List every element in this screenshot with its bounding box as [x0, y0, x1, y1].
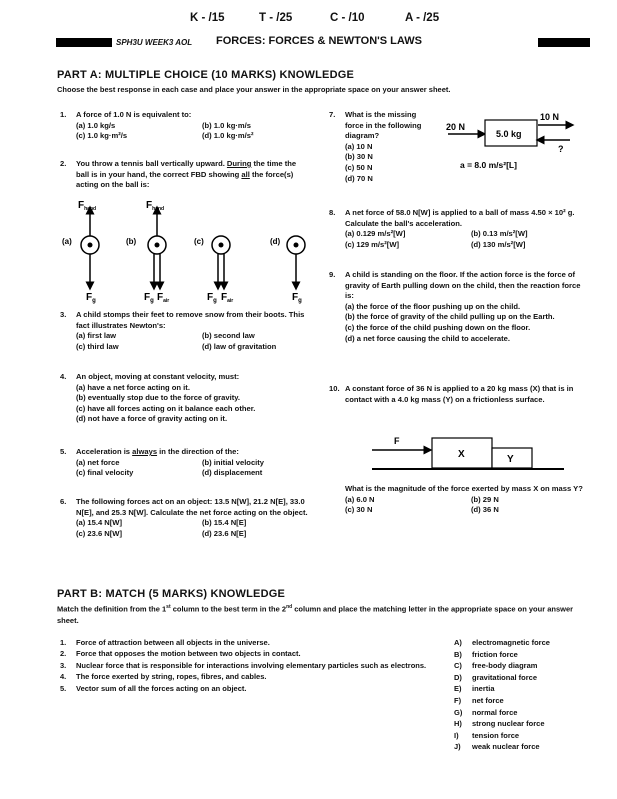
svg-text:Fg: $F_g$ [86, 292, 96, 304]
option-d: (d) 70 N [345, 173, 373, 183]
option-d: (d) 36 N [471, 505, 499, 515]
question-text: A child is standing on the floor. If the action force is the force of gravity of Earth pulling down on the child, then the reaction force is: [345, 270, 581, 301]
term-item-marker: I) [454, 730, 459, 740]
question-number: 4. [60, 372, 67, 381]
option-b: (b) the force of gravity of the child pulling up on the Earth. [345, 312, 555, 322]
term-item-marker: C) [454, 661, 462, 671]
question-number: 10. [329, 384, 340, 393]
option-c: (c) have all forces acting on it balance each other. [76, 403, 256, 413]
option-b: (b) 30 N [345, 152, 373, 162]
svg-text:(d): (d) [270, 237, 281, 246]
definition-item-text: Force of attraction between all objects in the universe. [76, 638, 270, 647]
term-item [454, 683, 594, 695]
option-b: (b) initial velocity [202, 457, 265, 467]
question-text: You throw a tennis ball vertically upward. During the time the ball is in your hand, the correct FBD showing all the force(s) acting on the ball is: [76, 159, 297, 190]
question-number: 9. [329, 270, 336, 279]
page-title: FORCES: FORCES & NEWTON'S LAWS [216, 35, 422, 47]
question-number: 7. [329, 110, 336, 119]
score-summary [0, 12, 617, 28]
option-d: (d) a net force causing the child to accelerate. [345, 333, 510, 343]
term-item-text: electromagnetic force [472, 638, 550, 647]
question-text: A constant force of 36 N is applied to a 20 kg mass (X) that is in contact with a 4.0 kg mass (Y) on a frictionless surface. [345, 384, 574, 404]
question-text: Acceleration is always in the direction of the: [76, 447, 239, 456]
question-9 [329, 270, 584, 344]
term-item-marker: B) [454, 649, 462, 659]
option-a: (a) 15.4 N[W] [76, 518, 122, 528]
question-text: What is the magnitude of the force exerted by mass X on mass Y? [345, 484, 583, 493]
svg-text:Fhand: $F_{hand}$ [146, 200, 165, 212]
fbd-b [126, 200, 169, 304]
term-item-text: weak nuclear force [472, 742, 540, 752]
question-1 [60, 110, 310, 142]
option-c: (c) 129 m/s²[W] [345, 239, 400, 249]
course-code: SPH3U WEEK3 AOL [116, 38, 193, 47]
title-bar-right-rule [538, 38, 590, 47]
option-b: (b) 15.4 N[E] [202, 518, 247, 528]
definition-item-text: Nuclear force that is responsible for interactions involving elementary particles such as electrons. [76, 660, 427, 670]
option-d: (d) 1.0 kg·m/s² [202, 131, 254, 141]
option-a: (a) 1.0 kg/s [76, 120, 116, 130]
definitions-list [60, 637, 440, 694]
term-item-marker: J) [454, 742, 461, 752]
term-item-text: gravitational force [472, 672, 538, 682]
definition-item-marker: 1. [60, 638, 67, 647]
title-bar [56, 36, 590, 49]
option-a: (a) have a net force acting on it. [76, 382, 190, 392]
term-item-marker: F) [454, 695, 462, 705]
svg-text:(c): (c) [194, 237, 204, 246]
question-text: A child stomps their feet to remove snow from their boots. This fact illustrates Newton's: [76, 310, 305, 330]
score-a: A - /25 [405, 12, 440, 24]
option-b: (b) 29 N [471, 494, 499, 504]
term-item [454, 660, 594, 672]
svg-text:a = 8.0 m/s²[L]: a = 8.0 m/s²[L] [460, 160, 517, 170]
fbd-label: (a) [62, 237, 72, 246]
question-number: 2. [60, 159, 67, 168]
question-5 [60, 447, 310, 479]
score-c: C - /10 [330, 12, 365, 24]
option-a: (a) 10 N [345, 141, 373, 151]
term-item [454, 695, 594, 707]
svg-text:Fhand: $F_{hand}$ [78, 200, 97, 212]
definition-item-marker: 2. [60, 649, 67, 659]
term-item-marker: A) [454, 638, 462, 647]
svg-text:(b): (b) [126, 237, 137, 246]
svg-text:Fg: $F_g$ [207, 292, 217, 304]
option-b: (b) eventually stop due to the force of gravity. [76, 393, 240, 403]
question-4 [60, 372, 310, 425]
option-a: (a) 6.0 N [345, 494, 375, 504]
term-item [454, 718, 594, 730]
fbd-diagrams [56, 196, 316, 306]
question-10-prompt [329, 484, 584, 516]
svg-text:Fg: $F_g$ [292, 292, 302, 304]
term-item [454, 649, 594, 661]
svg-text:X: X [458, 449, 465, 460]
svg-text:20 N: 20 N [446, 122, 466, 132]
question-number: 6. [60, 497, 67, 506]
option-d: (d) 23.6 N[E] [202, 528, 247, 538]
definition-item [60, 660, 440, 671]
question-10 [329, 384, 584, 405]
option-c: (c) 1.0 kg·m²/s [76, 131, 128, 141]
fbd-a [62, 200, 99, 304]
term-item [454, 707, 594, 719]
svg-text:F: F [394, 436, 400, 446]
term-item [454, 672, 594, 684]
svg-text:10 N: 10 N [540, 112, 560, 122]
definition-item-marker: 5. [60, 683, 67, 693]
term-item [454, 730, 594, 742]
score-k: K - /15 [190, 12, 225, 24]
option-c: (c) the force of the child pushing down on the floor. [345, 322, 531, 332]
score-t: T - /25 [259, 12, 293, 24]
svg-text:Fg: $F_g$ [144, 292, 154, 304]
option-c: (c) third law [76, 341, 119, 351]
question-number: 1. [60, 110, 67, 119]
option-a: (a) 0.129 m/s²[W] [345, 229, 406, 239]
option-c: (c) 23.6 N[W] [76, 528, 122, 538]
definition-item [60, 648, 440, 659]
term-item-text: tension force [472, 730, 520, 740]
term-item-text: net force [472, 695, 504, 705]
part-b-heading: PART B: MATCH (5 MARKS) KNOWLEDGE [57, 588, 286, 600]
title-bar-left-rule [56, 38, 112, 47]
option-a: (a) the force of the floor pushing up on the child. [345, 301, 521, 311]
terms-list [454, 637, 594, 753]
definition-item-text: Vector sum of all the forces acting on an object. [76, 683, 247, 693]
term-item-text: inertia [472, 684, 495, 694]
term-item [454, 637, 594, 649]
part-a-heading: PART A: MULTIPLE CHOICE (10 MARKS) KNOWLEDGE [57, 69, 355, 81]
svg-text:5.0 kg: 5.0 kg [496, 129, 522, 139]
option-b: (b) 1.0 kg·m/s [202, 120, 251, 130]
question-text: A force of 1.0 N is equivalent to: [76, 110, 192, 119]
question-text: A net force of 58.0 N[W] is applied to a ball of mass 4.50 × 10² g. Calculate the ball's acceleration. [345, 208, 575, 228]
option-c: (c) final velocity [76, 468, 134, 478]
term-item-marker: G) [454, 707, 463, 717]
term-item [454, 741, 594, 753]
question-number: 8. [329, 208, 336, 217]
option-d: (d) law of gravitation [202, 341, 277, 351]
question-text: The following forces act on an object: 13.5 N[W], 21.2 N[E], 33.0 N[E], and 25.3 N[W]. Calculate the net force acting on the object. [76, 497, 308, 517]
question-text: An object, moving at constant velocity, must: [76, 372, 240, 381]
option-d: (d) 130 m/s²[W] [471, 239, 526, 249]
question-2 [60, 159, 310, 191]
term-item-marker: H) [454, 719, 462, 729]
definition-item-text: The force exerted by string, ropes, fibres, and cables. [76, 672, 267, 682]
option-a: (a) first law [76, 331, 117, 341]
definition-item-marker: 4. [60, 672, 67, 682]
q10-diagram [368, 430, 568, 474]
option-d: (d) displacement [202, 468, 263, 478]
option-c: (c) 50 N [345, 162, 373, 172]
question-7 [329, 110, 429, 184]
fbd-c [194, 236, 233, 304]
question-6 [60, 497, 310, 539]
option-c: (c) 30 N [345, 505, 373, 515]
term-item-text: normal force [472, 707, 518, 717]
definition-item [60, 637, 440, 648]
term-item-marker: E) [454, 684, 462, 694]
question-3 [60, 310, 310, 352]
option-d: (d) not have a force of gravity acting on it. [76, 414, 228, 424]
q7-diagram [440, 108, 590, 188]
svg-text:?: ? [558, 144, 564, 154]
fbd-d [270, 236, 305, 304]
question-text: What is the missing force in the following diagram? [345, 110, 422, 141]
definition-item [60, 671, 440, 682]
question-number: 5. [60, 447, 67, 456]
term-item-text: free-body diagram [472, 661, 538, 671]
definition-item-marker: 3. [60, 660, 67, 670]
svg-text:Fair: $F_{air}$ [157, 292, 170, 304]
option-b: (b) second law [202, 331, 255, 341]
svg-text:Y: Y [507, 454, 514, 465]
question-8 [329, 208, 584, 250]
part-a-instructions: Choose the best response in each case and place your answer in the appropriate space on your answer sheet. [57, 85, 451, 94]
definition-item [60, 683, 440, 694]
term-item-text: friction force [472, 649, 518, 659]
term-item-marker: D) [454, 672, 462, 682]
part-b-instructions: Match the definition from the 1st column to the best term in the 2nd column and place the matching letter in the appropriate space on your answer sheet. [57, 604, 574, 625]
option-a: (a) net force [76, 457, 120, 467]
svg-text:Fair: $F_{air}$ [221, 292, 234, 304]
definition-item-text: Force that opposes the motion between two objects in contact. [76, 649, 301, 659]
question-number: 3. [60, 310, 67, 319]
option-b: (b) 0.13 m/s²[W] [471, 229, 528, 239]
term-item-text: strong nuclear force [472, 719, 545, 729]
